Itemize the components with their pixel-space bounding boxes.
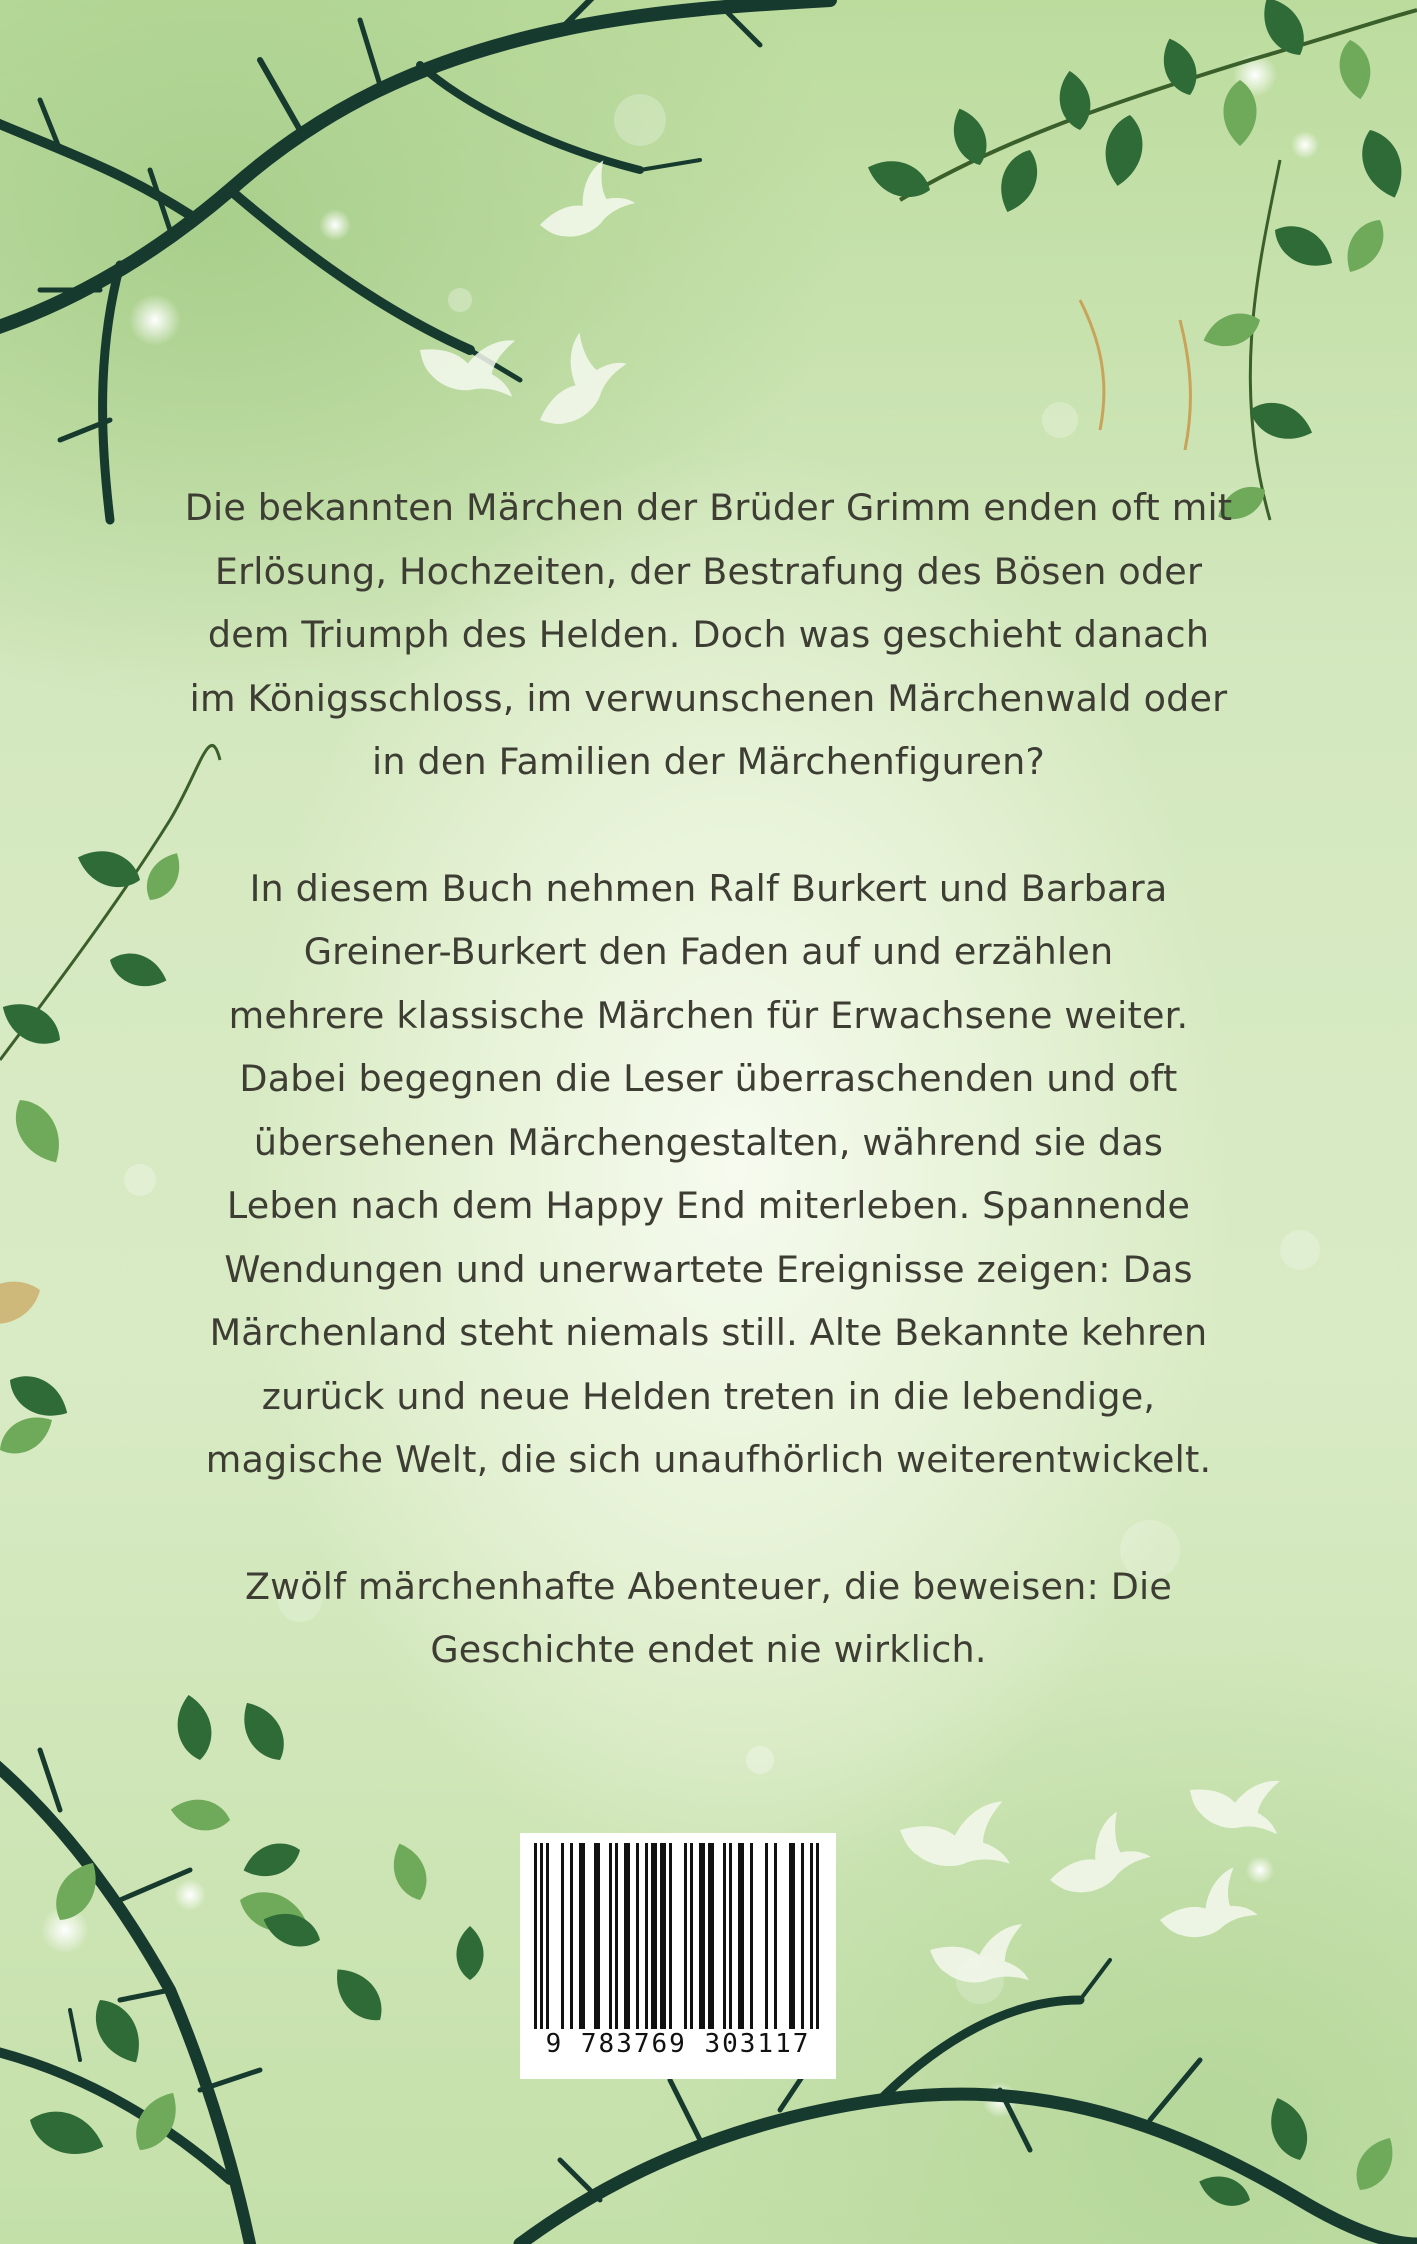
thorn-branch-top-left — [0, 0, 830, 520]
blurb-line: in den Familien der Märchenfiguren? — [372, 740, 1045, 783]
barcode-bar — [774, 1843, 777, 2029]
barcode-bars — [534, 1843, 822, 2029]
blurb-line: mehrere klassische Märchen für Erwachsene weiter. — [228, 993, 1189, 1037]
blurb-paragraph-3 — [160, 1555, 1257, 1682]
blurb-paragraph-1 — [160, 476, 1257, 794]
barcode-bar — [690, 1843, 693, 2029]
barcode-bar — [684, 1843, 687, 2029]
barcode-bar — [561, 1843, 564, 2029]
barcode-bar — [729, 1843, 732, 2029]
blurb-line: Greiner-Burkert den Faden auf und erzählen — [303, 930, 1114, 973]
barcode-bar — [765, 1843, 768, 2029]
blurb-line: In diesem Buch nehmen Ralf Burkert und Barbara — [249, 866, 1168, 910]
blurb-line: Dabei begegnen die Leser überraschenden und oft — [239, 1057, 1178, 1100]
barcode-bar — [669, 1843, 672, 2029]
blurb-line: Märchenland steht niemals still. Alte Bekannte kehren — [209, 1311, 1208, 1354]
barcode-bar — [789, 1843, 795, 2029]
barcode-bar — [699, 1843, 705, 2029]
blurb-line: Erlösung, Hochzeiten, der Bestrafung des Bösen oder — [214, 549, 1203, 593]
barcode-bar — [738, 1843, 744, 2029]
barcode-bar — [651, 1843, 657, 2029]
barcode-bar — [636, 1843, 639, 2029]
barcode-bar — [579, 1843, 585, 2029]
barcode-bar — [660, 1843, 666, 2029]
blurb-line: zurück und neue Helden treten in die lebendige, — [261, 1374, 1156, 1418]
barcode-bar — [609, 1843, 612, 2029]
barcode-bar — [534, 1843, 537, 2029]
barcode-bar — [810, 1843, 813, 2029]
blurb-line: dem Triumph des Helden. Doch was geschieht danach — [207, 613, 1210, 656]
barcode-bar — [540, 1843, 543, 2029]
barcode-bar — [594, 1843, 600, 2029]
barcode-bar — [723, 1843, 726, 2029]
leafy-vine-top-right — [862, 0, 1417, 529]
barcode-bar — [645, 1843, 648, 2029]
barcode-bar — [750, 1843, 753, 2029]
blurb-line: Geschichte endet nie wirklich. — [430, 1628, 987, 1671]
blurb-line: übersehenen Märchengestalten, während sie das — [253, 1120, 1164, 1164]
barcode-bar — [708, 1843, 714, 2029]
barcode-bar — [801, 1843, 804, 2029]
barcode-bar — [546, 1843, 549, 2029]
blurb-paragraph-2 — [160, 857, 1257, 1492]
barcode-bar — [624, 1843, 630, 2029]
isbn-barcode — [520, 1833, 836, 2079]
barcode-bar — [816, 1843, 819, 2029]
isbn-number: 9 783769 303117 — [545, 2029, 811, 2059]
leafy-vine-bottom-left — [23, 1692, 483, 2165]
blurb-line: magische Welt, die sich unaufhörlich weiterentwickelt. — [205, 1438, 1212, 1481]
blurb-line: Zwölf märchenhafte Abenteuer, die beweisen: Die — [244, 1564, 1173, 1608]
barcode-bar — [615, 1843, 618, 2029]
blurb-line: Die bekannten Märchen der Brüder Grimm enden oft mit — [184, 486, 1233, 529]
blurb-line: Wendungen und unerwartete Ereignisse zeigen: Das — [224, 1247, 1193, 1291]
barcode-bar — [570, 1843, 573, 2029]
blurb-line: im Königsschloss, im verwunschenen Märchenwald oder — [189, 676, 1228, 720]
blurb-line: Leben nach dem Happy End miterleben. Spannende — [226, 1184, 1191, 1227]
blurb-text — [160, 476, 1257, 1682]
